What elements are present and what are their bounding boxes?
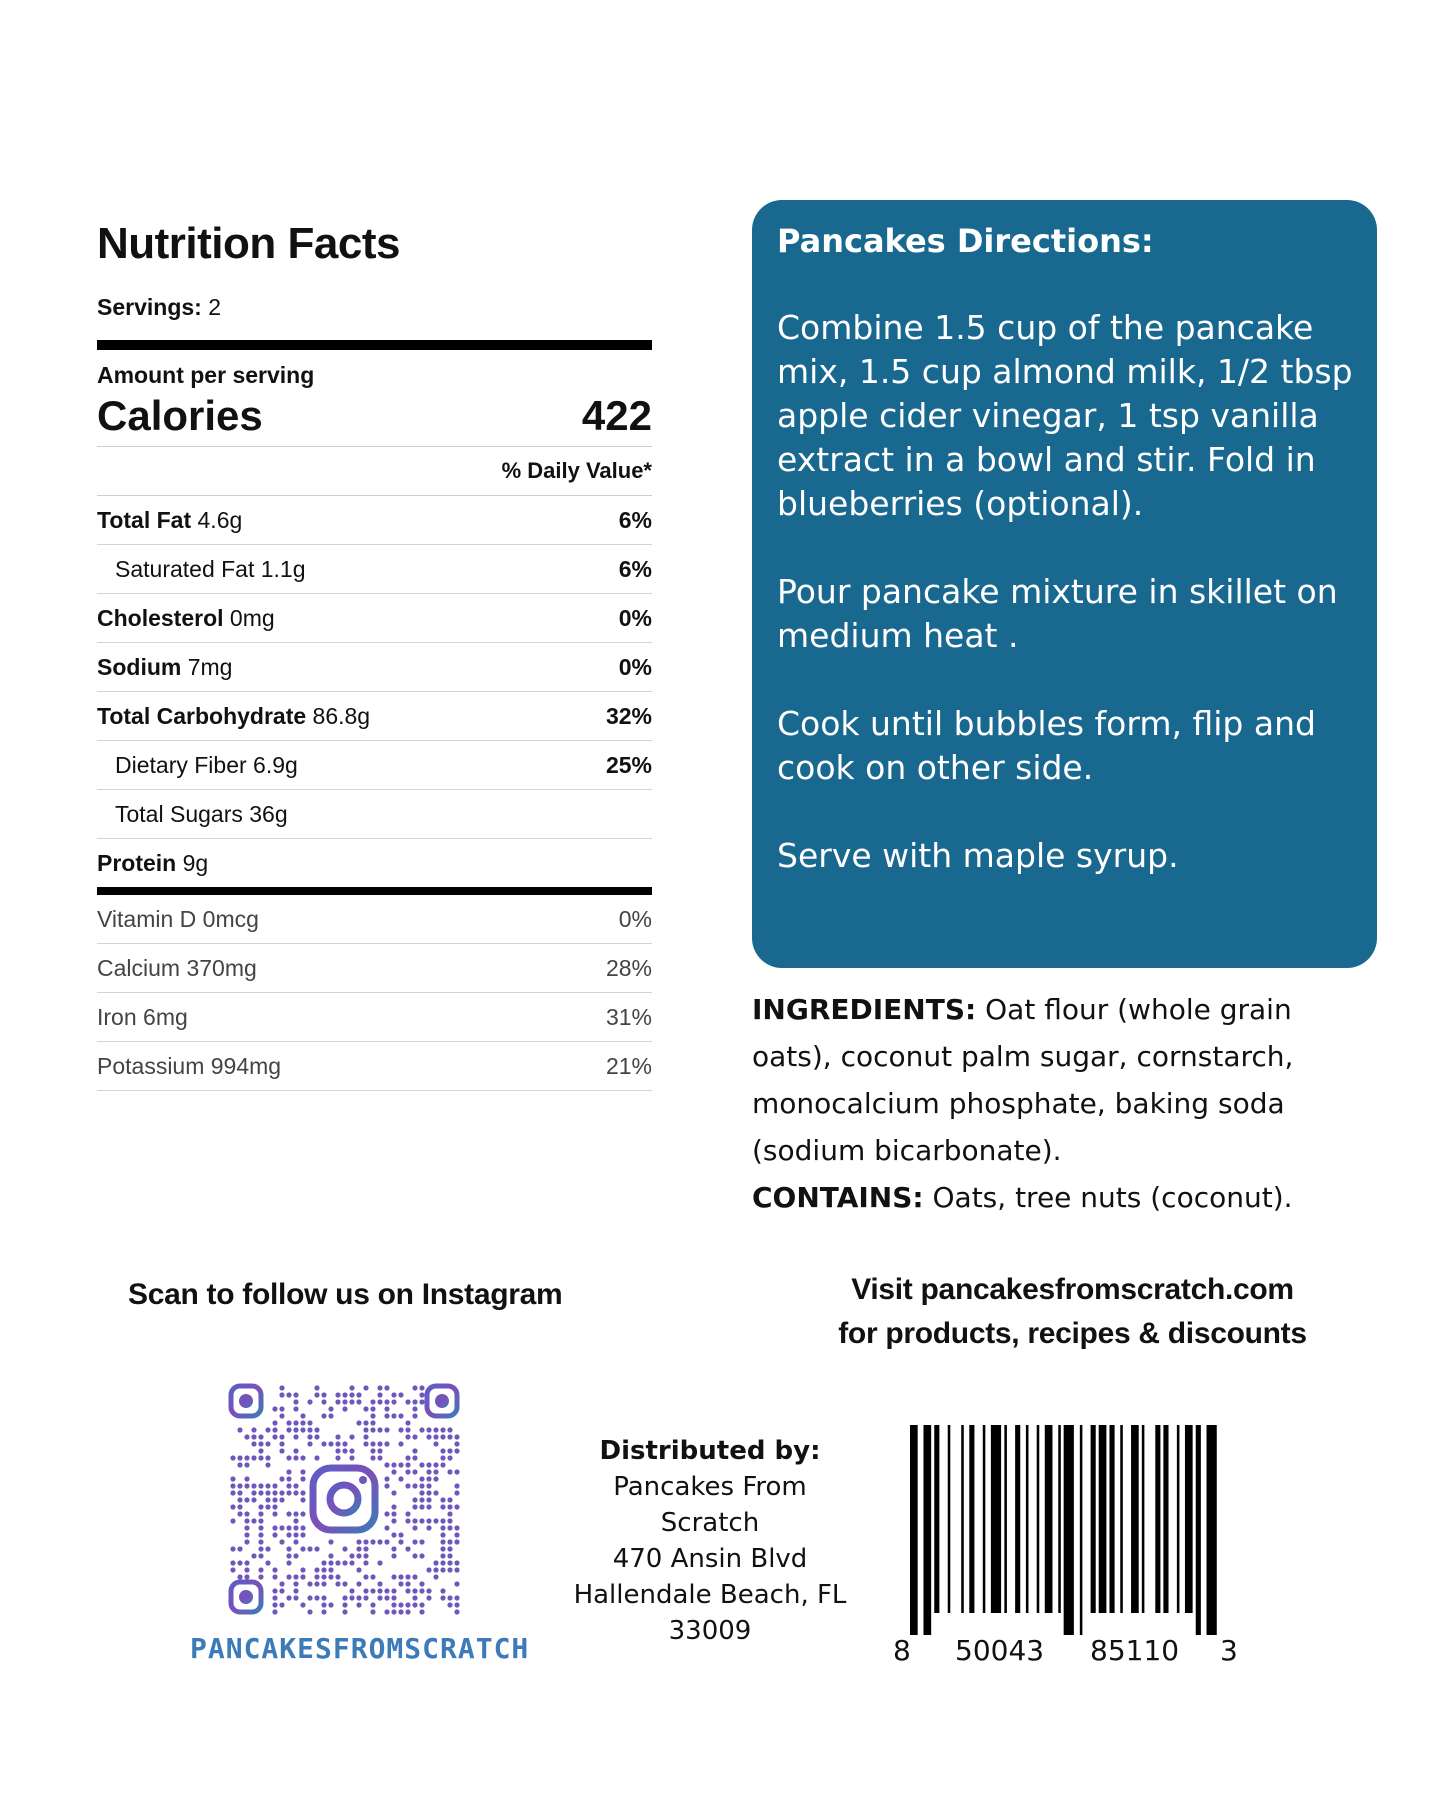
nutrient-row [97, 594, 652, 643]
nutrient-name: Total Fat [97, 506, 192, 533]
nutrient-row [97, 790, 652, 839]
barcode-bar [1177, 1425, 1180, 1613]
nutrition-title: Nutrition Facts [97, 219, 400, 268]
nutrient-name: Sodium [97, 653, 182, 680]
nutrient-row [97, 839, 652, 887]
vitamin-amount: 994mg [210, 1052, 282, 1079]
nutrient-amount: 86.8g [312, 702, 371, 729]
barcode-bar [1207, 1425, 1217, 1635]
barcode-bar [961, 1425, 964, 1613]
barcode-bar [1026, 1425, 1029, 1613]
nutrient-row [97, 545, 652, 594]
direction-step: Cook until bubbles form, flip and cook on other side. [777, 704, 1316, 787]
barcode-bar [1045, 1425, 1053, 1613]
barcode-bar [983, 1425, 986, 1613]
vitamin-row [97, 993, 652, 1042]
direction-step: Pour pancake mixture in skillet on medium heat . [777, 572, 1338, 655]
medium-divider [97, 887, 652, 895]
direction-step: Serve with maple syrup. [777, 836, 1179, 875]
barcode-bar [1058, 1425, 1061, 1613]
barcode-digit: 85110 [1090, 1634, 1180, 1667]
visit-website-text [820, 1268, 1325, 1356]
instagram-handle: PANCAKESFROMSCRATCH [190, 1632, 530, 1665]
barcode-bar [1080, 1425, 1083, 1635]
barcode-bar [1142, 1425, 1145, 1613]
nutrient-name: Dietary Fiber [115, 751, 247, 778]
scan-instagram-text: Scan to follow us on Instagram [128, 1278, 563, 1311]
distributed-label: Distributed by: [599, 1436, 821, 1466]
ingredients-block [752, 986, 1372, 1221]
nutrient-name: Saturated Fat [115, 555, 255, 582]
barcode-bar [910, 1425, 918, 1635]
directions-title: Pancakes Directions: [777, 222, 1154, 260]
contains-text: Oats, tree nuts (coconut). [923, 1181, 1293, 1214]
distributor-line: Scratch [660, 1508, 760, 1538]
amount-per-serving: Amount per serving [97, 362, 315, 388]
barcode-bar [934, 1425, 939, 1613]
vitamin-row [97, 1042, 652, 1091]
vitamin-pct: 21% [605, 1052, 652, 1079]
barcode-icon [910, 1425, 1220, 1635]
nutrient-pct: 6% [618, 506, 652, 533]
vitamin-name: Vitamin D [97, 905, 197, 932]
vitamin-row [97, 895, 652, 944]
barcode-bar [1155, 1425, 1160, 1613]
barcode-bar [991, 1425, 1001, 1613]
barcode-bar [923, 1425, 931, 1635]
daily-value-header: % Daily Value* [97, 447, 652, 496]
barcode-digit: 8 [893, 1634, 911, 1667]
nutrient-amount: 6.9g [253, 751, 298, 778]
nutrient-row [97, 643, 652, 692]
servings-label: Servings: [97, 294, 202, 320]
barcode-bar [1163, 1425, 1168, 1613]
servings-line [97, 292, 652, 322]
nutrient-amount: 1.1g [260, 555, 306, 582]
barcode-bar [1196, 1425, 1201, 1635]
barcode-bar [1109, 1425, 1114, 1613]
servings-value: 2 [208, 294, 222, 320]
distributor-line: Pancakes From [613, 1472, 807, 1502]
barcode-bar [969, 1425, 974, 1613]
nutrient-name: Cholesterol [97, 604, 224, 631]
vitamin-amount: 370mg [186, 954, 257, 981]
vitamin-row [97, 944, 652, 993]
ingredients-label: INGREDIENTS: [752, 993, 977, 1026]
nutrient-amount: 9g [182, 849, 209, 876]
nutrient-row [97, 692, 652, 741]
nutrient-amount: 7mg [187, 653, 233, 680]
nutrient-name: Total Sugars [115, 800, 243, 827]
nutrient-row [97, 496, 652, 545]
ingredients-text: Oat flour (whole grain oats), coconut palm sugar, cornstarch, monocalcium phosphate, baking soda (sodium bicarbonate). [752, 993, 1294, 1167]
barcode-bar [1004, 1425, 1007, 1613]
contains-label: CONTAINS: [752, 1181, 924, 1214]
vitamin-name: Potassium [97, 1052, 205, 1079]
nutrient-amount: 0mg [229, 604, 275, 631]
barcode-digit: 3 [1220, 1634, 1238, 1667]
distributor-line: Hallendale Beach, FL [573, 1580, 847, 1610]
nutrient-pct: 25% [605, 751, 652, 778]
nutrient-pct: 6% [618, 555, 652, 582]
barcode-bar [1120, 1425, 1123, 1613]
barcode-bar [1064, 1425, 1074, 1635]
nutrition-facts-panel [97, 214, 652, 1091]
nutrient-row [97, 741, 652, 790]
distributor-block [560, 1433, 860, 1649]
nutrient-amount: 36g [249, 800, 288, 827]
barcode-bar [1091, 1425, 1096, 1613]
direction-step: Combine 1.5 cup of the pancake mix, 1.5 cup almond milk, 1/2 tbsp apple cider vinegar, 1 tsp vanilla extract in a bowl and stir. Fold in blueberries (optional). [777, 308, 1353, 523]
nutrient-amount: 4.6g [197, 506, 243, 533]
barcode-bar [1099, 1425, 1107, 1613]
nutrient-pct: 0% [618, 604, 652, 631]
vitamin-amount: 0mcg [202, 905, 259, 932]
visit-line: Visit pancakesfromscratch.com [851, 1273, 1294, 1306]
vitamin-pct: 0% [618, 905, 652, 932]
calories-label: Calories [97, 392, 263, 439]
vitamin-name: Iron [97, 1003, 137, 1030]
barcode-bar [1131, 1425, 1139, 1613]
nutrient-pct: 0% [618, 653, 652, 680]
directions-box [752, 200, 1377, 968]
calories-row [97, 392, 652, 447]
instagram-qr-code-icon[interactable] [228, 1383, 460, 1615]
barcode-digit: 50043 [955, 1634, 1045, 1667]
calories-value: 422 [581, 392, 652, 439]
barcode-bar [948, 1425, 951, 1613]
barcode-bar [1185, 1425, 1193, 1613]
distributor-line: 470 Ansin Blvd [612, 1544, 808, 1574]
nutrient-name: Total Carbohydrate [97, 702, 307, 729]
distributor-line: 33009 [668, 1616, 752, 1646]
vitamin-pct: 28% [605, 954, 652, 981]
nutrient-name: Protein [97, 849, 177, 876]
vitamin-name: Calcium [97, 954, 181, 981]
barcode-bar [1015, 1425, 1020, 1613]
visit-line: for products, recipes & discounts [838, 1317, 1307, 1350]
thick-divider [97, 340, 652, 350]
nutrient-pct: 32% [605, 702, 652, 729]
vitamin-pct: 31% [605, 1003, 652, 1030]
barcode-bar [1037, 1425, 1040, 1613]
vitamin-amount: 6mg [143, 1003, 188, 1030]
